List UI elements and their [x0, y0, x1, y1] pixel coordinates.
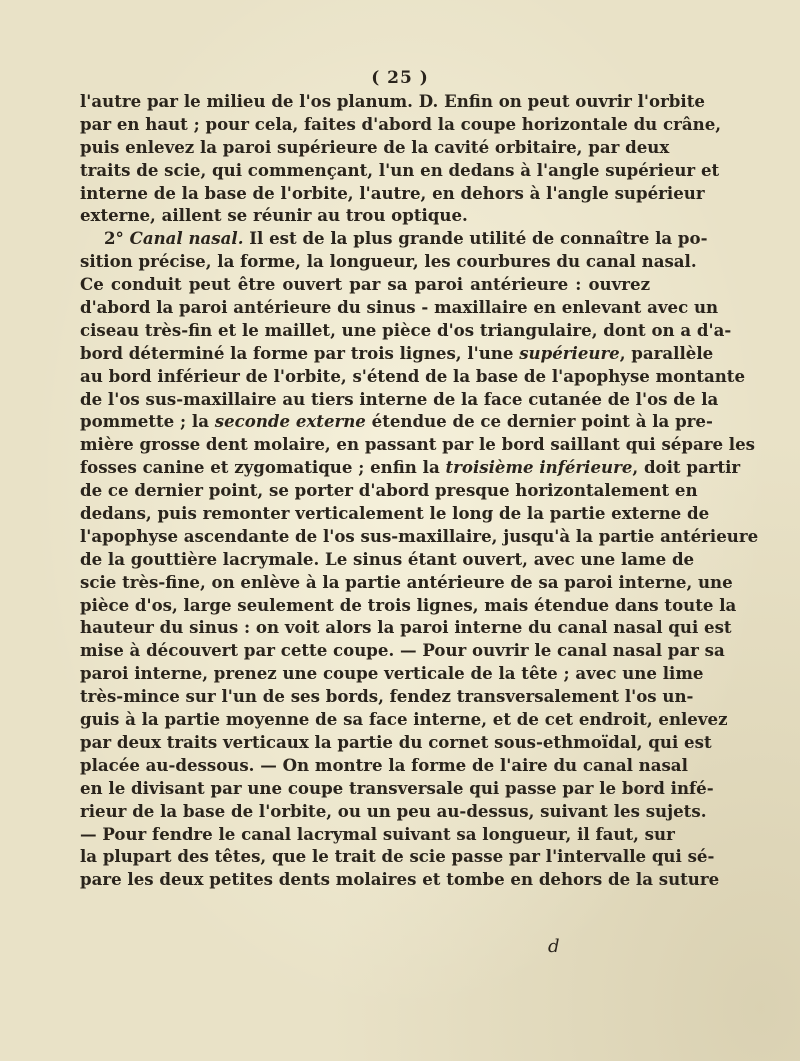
- text-run: ciseau très-fin et le maillet, une pièce d'os triangulaire, dont on a d'a-: [80, 319, 732, 340]
- text-run: puis enlevez la paroi supérieure de la cavité orbitaire, par deux: [80, 136, 670, 157]
- text-run: scie très-fine, on enlève à la partie antérieure de sa paroi interne, une: [80, 571, 733, 592]
- text-line: [80, 868, 720, 891]
- text-run: rieur de la base de l'orbite, ou un peu au-dessus, suivant les sujets.: [80, 800, 707, 821]
- text-run: de ce dernier point, se porter d'abord presque horizontalement en: [80, 480, 698, 501]
- text-line: [80, 731, 712, 754]
- text-line: [80, 250, 697, 273]
- text-line: [80, 204, 650, 227]
- text-run: très-mince sur l'un de ses bords, fendez transversalement l'os un-: [80, 686, 694, 707]
- italic-term: troisième inférieure: [445, 457, 633, 478]
- text-run: , parallèle: [619, 342, 714, 363]
- text-line: [80, 388, 719, 411]
- text-run: interne de la base de l'orbite, l'autre, en dehors à l'angle supérieur: [80, 182, 705, 203]
- text-run: par deux traits verticaux la partie du cornet sous-ethmoïdal, qui est: [80, 731, 712, 752]
- text-line: [80, 639, 725, 662]
- text-line: [80, 708, 728, 731]
- text-run: pommette ; la: [80, 411, 215, 432]
- text-line: [80, 823, 675, 846]
- text-run: mise à découvert par cette coupe. — Pour ouvrir le canal nasal par sa: [80, 640, 725, 661]
- text-line: [80, 548, 695, 571]
- text-line: [80, 502, 710, 525]
- italic-term: seconde externe: [214, 411, 366, 432]
- italic-term: supérieure: [519, 342, 620, 363]
- text-run: fosses canine et zygomatique ; enfin la: [80, 457, 446, 478]
- text-run: — Pour fendre le canal lacrymal suivant sa longueur, il faut, sur: [80, 823, 675, 844]
- text-run: par en haut ; pour cela, faites d'abord la coupe horizontale du crâne,: [80, 113, 722, 134]
- text-line: [80, 662, 704, 685]
- text-run: mière grosse dent molaire, en passant par le bord saillant qui sépare les: [80, 434, 755, 455]
- text-run: externe, aillent se réunir au trou optique.: [80, 205, 468, 226]
- text-line: [80, 616, 732, 639]
- text-run: , doit partir: [632, 457, 741, 478]
- text-line: [80, 136, 670, 159]
- page-number: ( 25 ): [371, 68, 429, 88]
- text-run: étendue de ce dernier point à la pre-: [365, 411, 713, 432]
- text-line: [80, 433, 755, 456]
- text-line: [80, 685, 694, 708]
- text-line: [80, 845, 715, 868]
- text-run: bord déterminé la forme par trois lignes, l'une: [80, 342, 520, 363]
- body-text: [80, 90, 759, 891]
- text-run: d'abord la paroi antérieure du sinus - maxillaire en enlevant avec un: [80, 297, 719, 318]
- text-run: l'autre par le milieu de l'os planum. D. Enfin on peut ouvrir l'orbite: [80, 91, 705, 111]
- text-line: [80, 159, 720, 182]
- text-line: [80, 90, 705, 113]
- text-line: [80, 754, 688, 777]
- italic-term: Canal nasal.: [129, 228, 244, 249]
- text-line: [80, 113, 722, 136]
- text-run: guis à la partie moyenne de sa face interne, et de cet endroit, enlevez: [80, 709, 728, 730]
- text-run: au bord inférieur de l'orbite, s'étend de la base de l'apophyse montante: [80, 365, 746, 386]
- text-line: [80, 594, 737, 617]
- text-line: [80, 571, 733, 594]
- text-line: [80, 365, 746, 388]
- text-line: [80, 342, 714, 365]
- text-run: en le divisant par une coupe transversale qui passe par le bord infé-: [80, 777, 714, 798]
- signature-mark: d: [548, 936, 560, 957]
- text-line: [80, 456, 741, 479]
- text-run: la plupart des têtes, que le trait de scie passe par l'intervalle qui sé-: [80, 846, 715, 867]
- text-run: pare les deux petites dents molaires et tombe en dehors de la suture: [80, 869, 720, 890]
- text-line: [80, 273, 650, 296]
- text-run: de la gouttière lacrymale. Le sinus étant ouvert, avec une lame de: [80, 548, 695, 569]
- text-line: [80, 319, 732, 342]
- text-line: [80, 479, 698, 502]
- text-run: Ce conduit peut être ouvert par sa paroi antérieure : ouvrez: [80, 274, 650, 295]
- text-run: sition précise, la forme, la longueur, les courbures du canal nasal.: [80, 251, 697, 272]
- text-run: traits de scie, qui commençant, l'un en dedans à l'angle supérieur et: [80, 159, 720, 180]
- text-run: de l'os sus-maxillaire au tiers interne de la face cutanée de l'os de la: [80, 388, 719, 409]
- text-line: [80, 777, 714, 800]
- text-line: [80, 410, 713, 433]
- text-run: paroi interne, prenez une coupe verticale de la tête ; avec une lime: [80, 663, 704, 684]
- text-run: Il est de la plus grande utilité de connaître la po-: [243, 228, 708, 249]
- text-run: l'apophyse ascendante de l'os sus-maxillaire, jusqu'à la partie antérieure: [80, 525, 759, 546]
- text-line: [80, 525, 759, 548]
- text-run: hauteur du sinus : on voit alors la paroi interne du canal nasal qui est: [80, 617, 732, 638]
- text-run: 2°: [104, 228, 130, 249]
- text-run: placée au-dessous. — On montre la forme de l'aire du canal nasal: [80, 754, 688, 775]
- text-line: [80, 227, 708, 250]
- text-line: [80, 296, 719, 319]
- text-run: pièce d'os, large seulement de trois lignes, mais étendue dans toute la: [80, 594, 737, 615]
- text-line: [80, 182, 705, 205]
- text-run: dedans, puis remonter verticalement le long de la partie externe de: [80, 503, 710, 524]
- text-line: [80, 800, 707, 823]
